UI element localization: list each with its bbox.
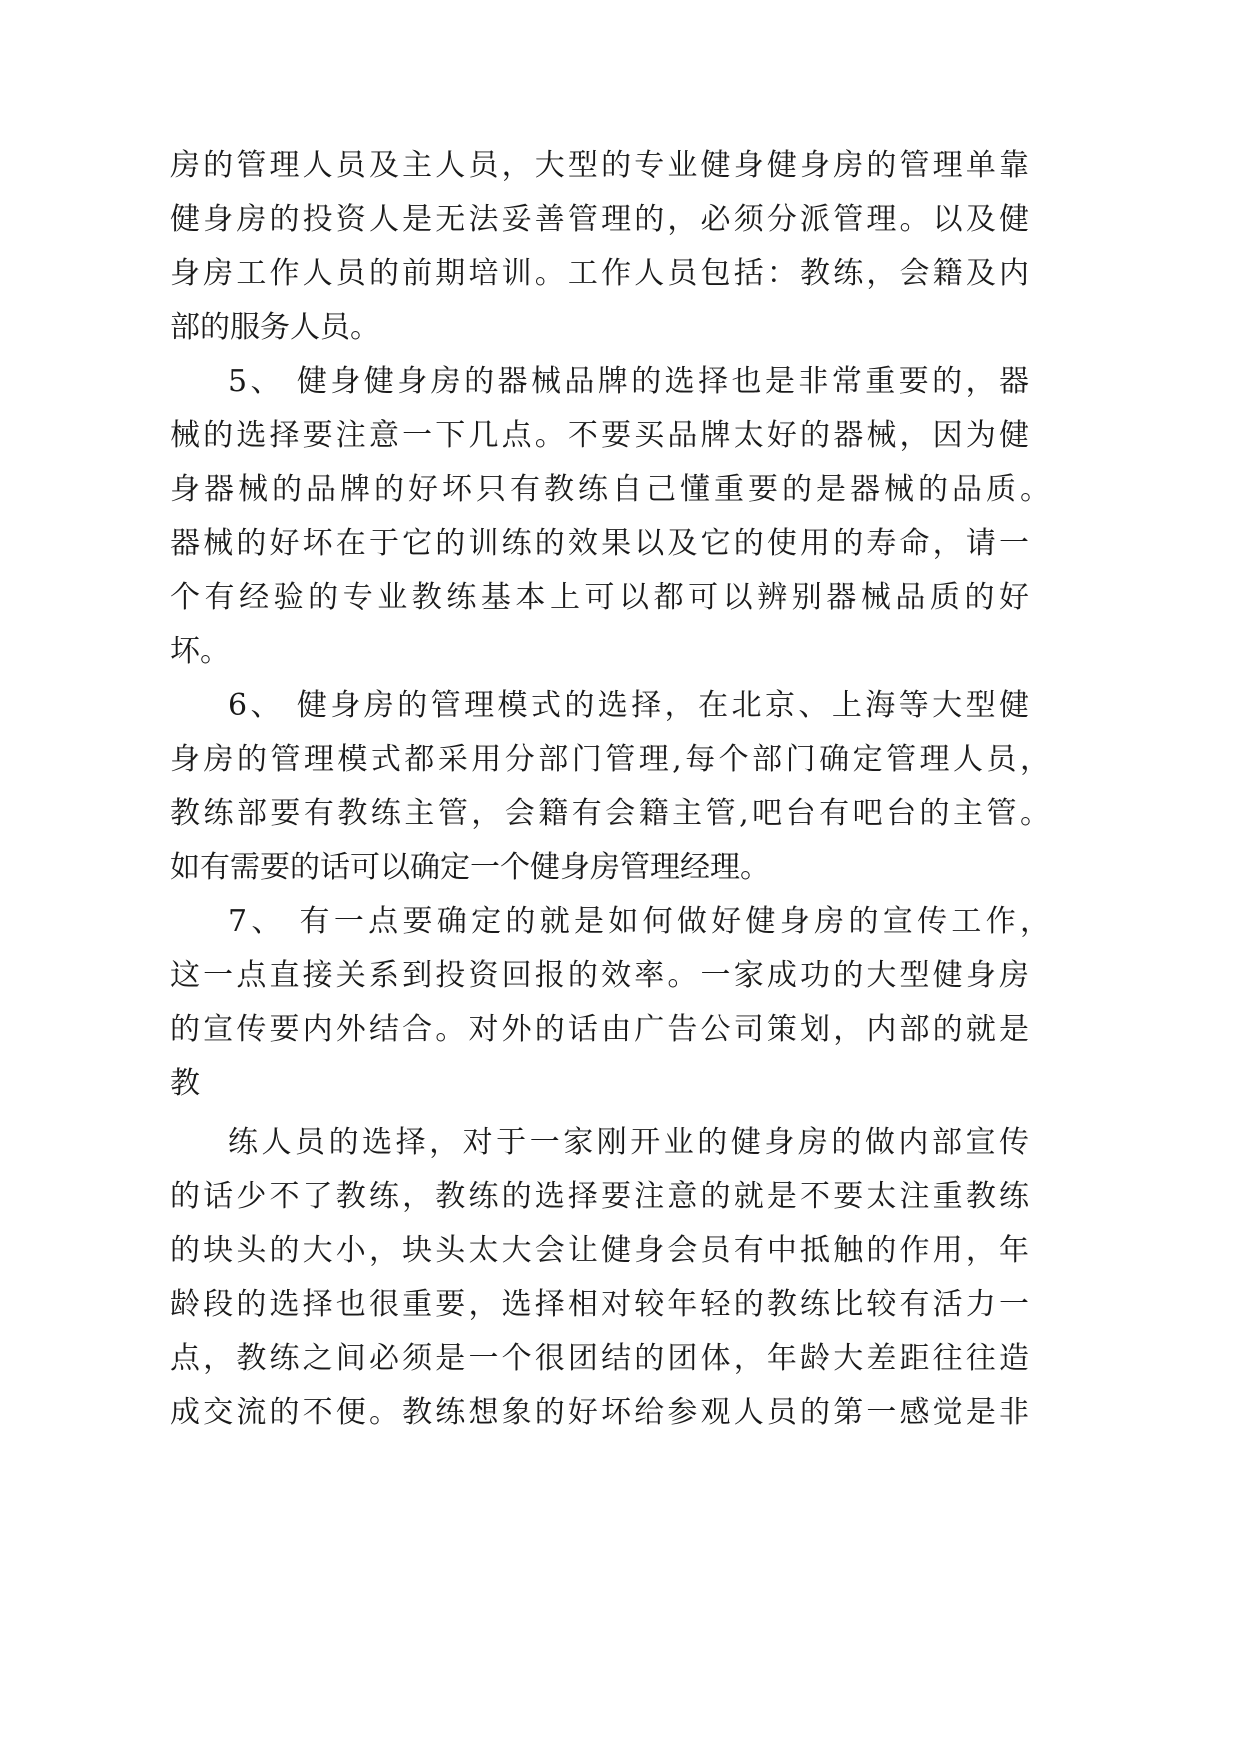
text-line: 这一点直接关系到投资回报的效率。一家成功的大型健身房: [170, 958, 1029, 993]
text-line: 龄段的选择也很重要，选择相对较年轻的教练比较有活力一: [170, 1287, 1029, 1322]
text-line: 房的管理人员及主人员，大型的专业健身健身房的管理单靠: [170, 148, 1029, 183]
text-line: 械的选择要注意一下几点。不要买品牌太好的器械，因为健: [170, 418, 1029, 453]
text-line: 坏。: [170, 634, 230, 669]
text-line: 器械的好坏在于它的训练的效果以及它的使用的寿命，请一: [170, 526, 1029, 561]
text-line: 部的服务人员。: [170, 310, 380, 345]
text-line: 身器械的品牌的好坏只有教练自己懂重要的是器械的品质。: [170, 472, 1050, 507]
text-line: 点，教练之间必须是一个很团结的团体，年龄大差距往往造: [170, 1341, 1029, 1376]
text-line: 健身房的投资人是无法妥善管理的，必须分派管理。以及健: [170, 202, 1029, 237]
paragraph-start-line: 7、 有一点要确定的就是如何做好健身房的宣传工作，: [228, 904, 1050, 939]
text-line: 身房工作人员的前期培训。工作人员包括：教练，会籍及内: [170, 256, 1029, 291]
text-line: 的宣传要内外结合。对外的话由广告公司策划，内部的就是: [170, 1012, 1029, 1047]
text-line: 成交流的不便。教练想象的好坏给参观人员的第一感觉是非: [170, 1395, 1029, 1430]
text-line: 教: [170, 1066, 200, 1101]
text-line: 身房的管理模式都采用分部门管理,每个部门确定管理人员，: [170, 742, 1050, 777]
text-line: 如有需要的话可以确定一个健身房管理经理。: [170, 850, 770, 885]
text-line: 教练部要有教练主管，会籍有会籍主管,吧台有吧台的主管。: [170, 796, 1050, 831]
text-line: 的话少不了教练，教练的选择要注意的就是不要太注重教练: [170, 1179, 1029, 1214]
paragraph-start-line: 5、 健身健身房的器械品牌的选择也是非常重要的，器: [228, 364, 1029, 399]
paragraph-start-line: 6、 健身房的管理模式的选择，在北京、上海等大型健: [228, 688, 1029, 723]
paragraph-start-line: 练人员的选择，对于一家刚开业的健身房的做内部宣传: [228, 1125, 1029, 1160]
text-line: 的块头的大小，块头太大会让健身会员有中抵触的作用，年: [170, 1233, 1029, 1268]
text-line: 个有经验的专业教练基本上可以都可以辨别器械品质的好: [170, 580, 1029, 615]
